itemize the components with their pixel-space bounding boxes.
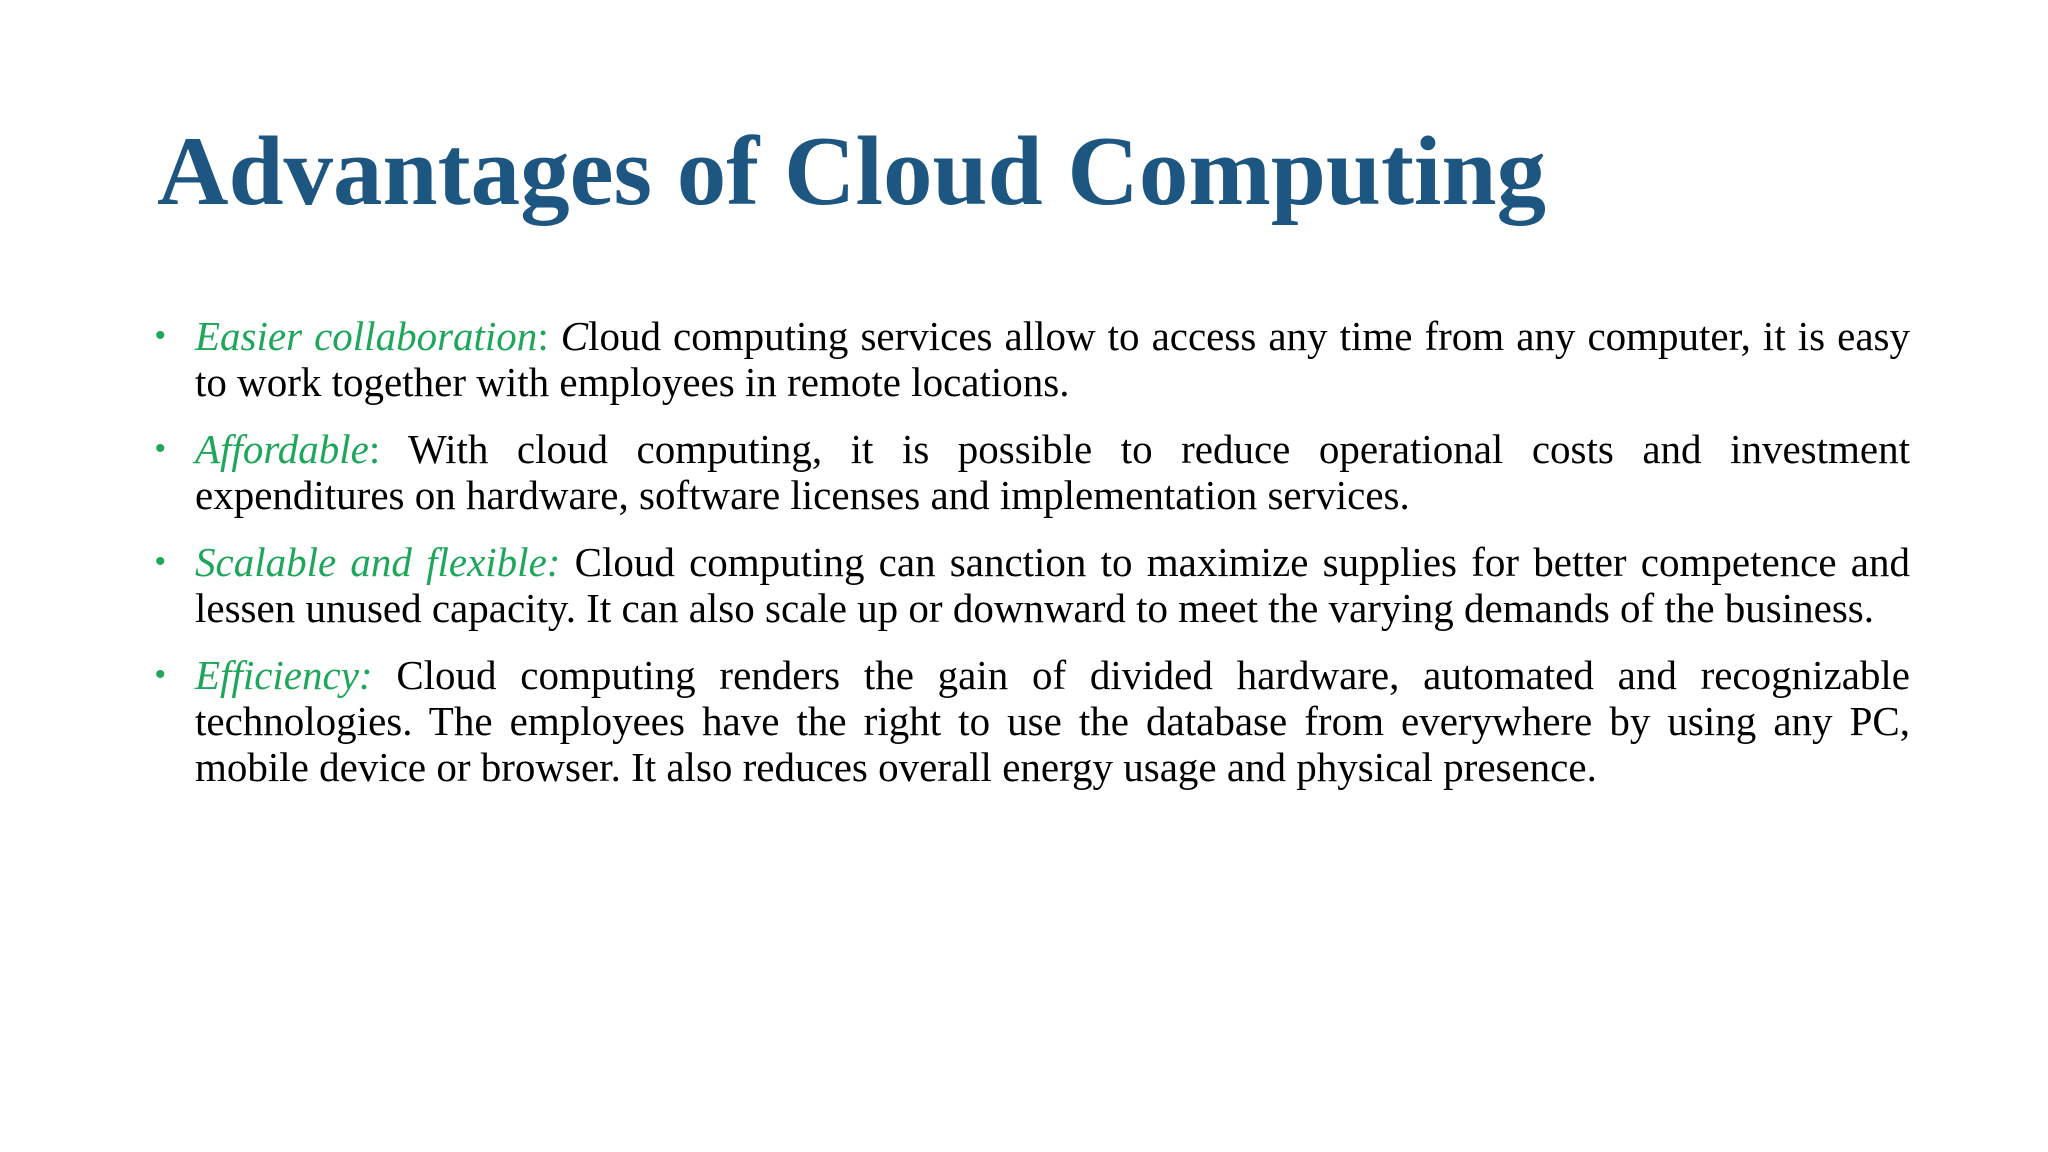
bullet-italic-lead: C [560,313,589,359]
bullet-term: Efficiency: [195,652,373,698]
bullet-item-affordable [155,426,1910,518]
bullet-term: Easier collaboration [195,313,538,359]
bullet-separator [560,539,574,585]
bullet-separator: : [537,313,561,359]
slide-title: Advantages of Cloud Computing [157,117,1546,226]
bullet-separator: : [368,426,409,472]
bullet-dot-icon: • [155,319,166,352]
bullet-item-efficiency [155,652,1910,790]
bullet-dot-icon: • [155,545,166,578]
bullet-text: loud computing services allow to access any time from any computer, it is easy to work together with employees in remote locations. [195,313,1910,405]
bullet-list [155,313,1910,811]
bullet-text: Cloud computing renders the gain of divided hardware, automated and recognizable technologies. The employees have the right to use the database from everywhere by using any PC, mobile device or browser. It also reduces overall energy usage and physical presence. [195,652,1910,790]
bullet-text: With cloud computing, it is possible to reduce operational costs and investment expenditures on hardware, software licenses and implementation services. [195,426,1910,518]
bullet-dot-icon: • [155,432,166,465]
bullet-item-easier-collaboration [155,313,1910,405]
bullet-item-scalable-flexible [155,539,1910,631]
bullet-term: Scalable and flexible: [195,539,561,585]
bullet-dot-icon: • [155,658,166,691]
bullet-term: Affordable [195,426,369,472]
bullet-text: Cloud computing can sanction to maximize supplies for better competence and lessen unused capacity. It can also scale up or downward to meet the varying demands of the business. [195,539,1910,631]
bullet-separator [373,652,397,698]
